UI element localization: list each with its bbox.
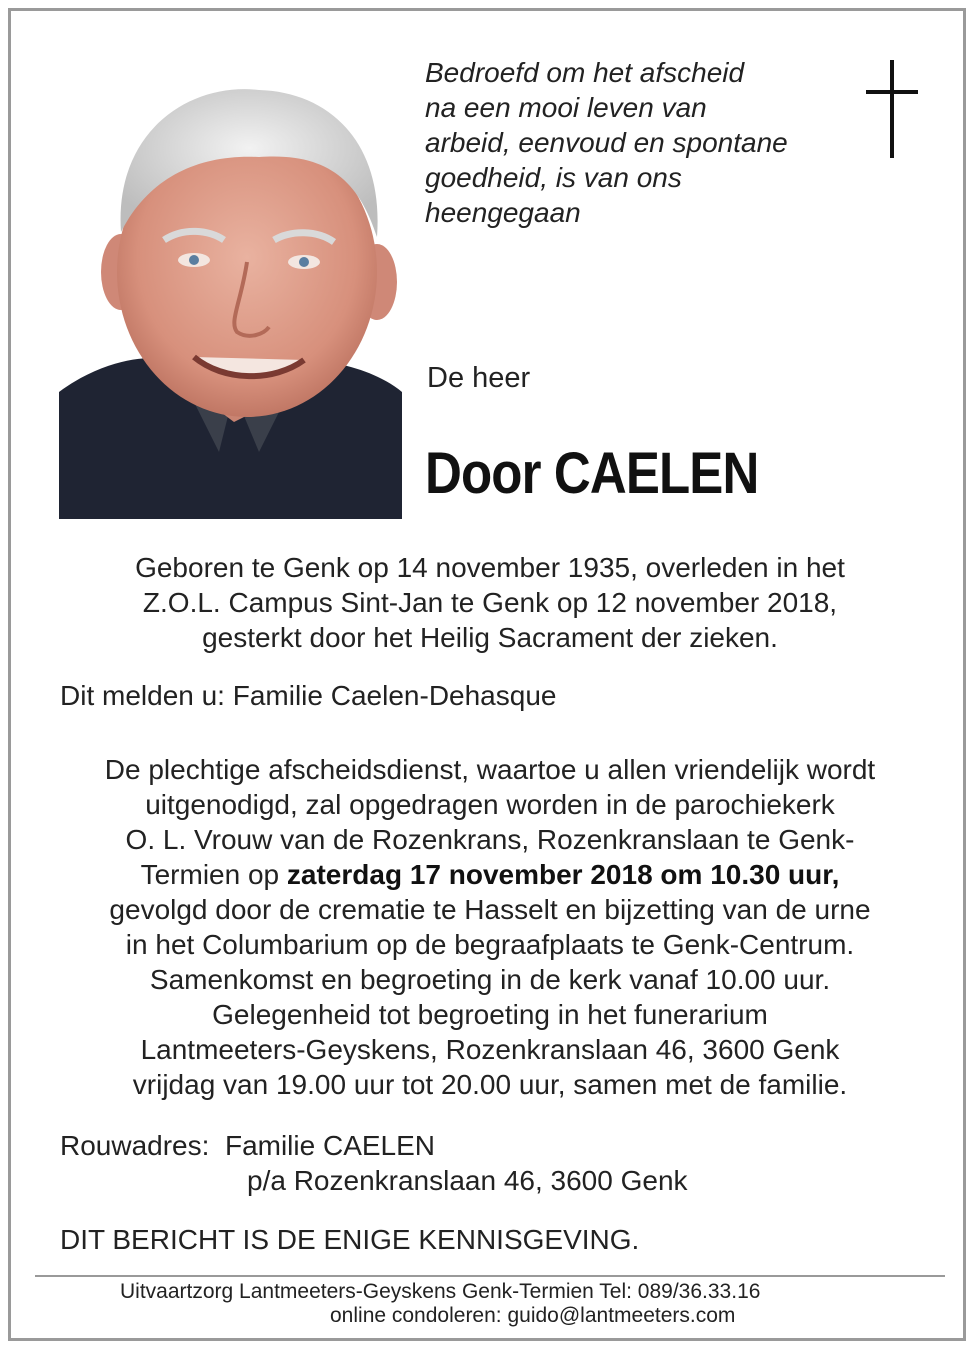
service-details <box>40 752 940 1102</box>
service-text-1: De plechtige afscheidsdienst, waartoe u allen vriendelijk wordt uitgenodigd, zal opgedragen worden in de parochiekerk O. L. Vrouw van de Rozenkrans, Rozenkranslaan te Genk- Termien op <box>104 754 876 890</box>
cross-icon <box>862 60 922 160</box>
footer-divider <box>35 1275 945 1277</box>
service-date: zaterdag 17 november 2018 om 10.30 uur, <box>286 859 840 890</box>
announced-by: Dit melden u: Familie Caelen-Dehasque <box>60 680 557 711</box>
memorial-quote: Bedroefd om het afscheid na een mooi leven van arbeid, eenvoud en spontane goedheid, is van ons heengegaan <box>425 57 788 228</box>
birth-death-text: Geboren te Genk op 14 november 1935, overleden in het Z.O.L. Campus Sint-Jan te Genk op 12 november 2018, gesterkt door het Heilig Sacrament der zieken. <box>135 552 845 653</box>
condolence-line: online condoleren: guido@lantmeeters.com <box>330 1304 736 1327</box>
service-text-2: gevolgd door de crematie te Hasselt en bijzetting van de urne in het Columbarium op de begraafplaats te Genk-Centrum. Samenkomst en begroeting in de kerk vanaf 10.00 uur. Gelegenheid tot begroeting in het funerarium Lantmeeters-Geyskens, Rozenkranslaan 46, 3600 Genk vrijdag van 19.00 uur tot 20.00 uur, samen met de familie. <box>109 894 871 1100</box>
portrait-photo <box>59 62 402 519</box>
mourning-address-line2: p/a Rozenkranslaan 46, 3600 Genk <box>247 1165 688 1196</box>
mourning-address-line1: Rouwadres: Familie CAELEN <box>60 1130 436 1161</box>
sole-notice: DIT BERICHT IS DE ENIGE KENNISGEVING. <box>60 1224 640 1255</box>
deceased-name: Door CAELEN <box>425 441 759 506</box>
honorific: De heer <box>427 362 531 394</box>
funeral-home-line: Uitvaartzorg Lantmeeters-Geyskens Genk-Termien Tel: 089/36.33.16 <box>120 1280 761 1303</box>
mourning-address <box>60 1128 688 1198</box>
